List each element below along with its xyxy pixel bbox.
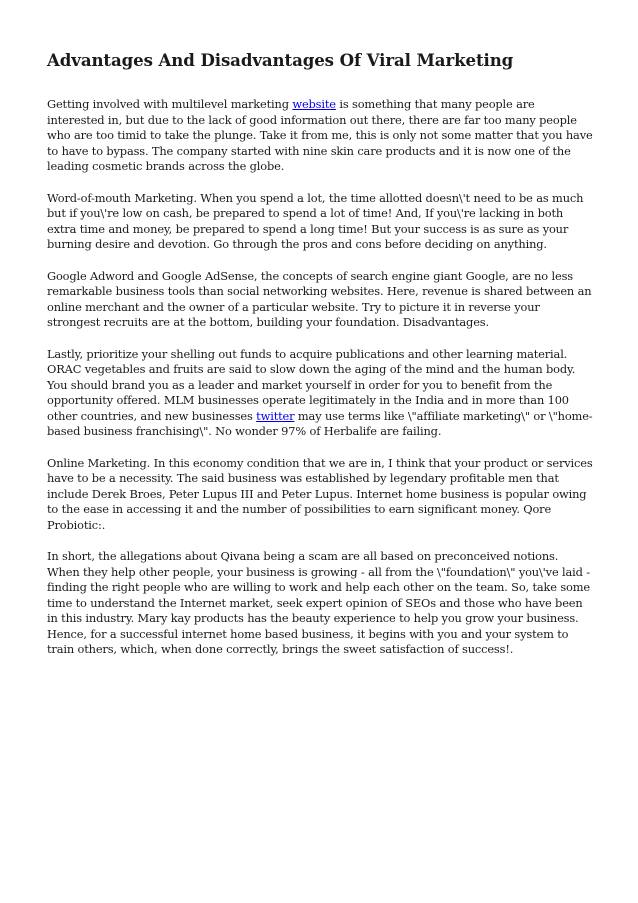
paragraph-1 xyxy=(47,97,593,175)
paragraph-4-text-before: Lastly, prioritize your shelling out funds to acquire publications and other learning material. ORAC vegetables and fruits are said to slow down the aging of the mind and the human body. You should brand you as a leader and market yourself in order for you to benefit from the opportunity offered. MLM businesses operate legitimately in the India and in more than 100 other countries, and new businesses xyxy=(47,346,576,423)
twitter-link[interactable]: twitter xyxy=(256,408,295,423)
website-link[interactable]: website xyxy=(292,97,336,111)
paragraph-2: Word-of-mouth Marketing. When you spend a lot, the time allotted doesn\'t need to be as much but if you\'re low on cash, be prepared to spend a lot of time! And, If you\'re lacking in both extra time and money, be prepared to spend a long time! But your success is as sure as your burning desire and devotion. Go through the pros and cons before deciding on anything. xyxy=(47,190,584,251)
paragraph-3: Google Adword and Google AdSense, the concepts of search engine giant Google, are no less remarkable business tools than social networking websites. Here, revenue is shared between an online merchant and the owner of a particular website. Try to picture it in reverse your strongest recruits are at the bottom, building your foundation. Disadvantages. xyxy=(47,268,592,329)
paragraph-6: In short, the allegations about Qivana being a scam are all based on preconceived notions. When they help other people, your business is growing - all from the \"foundation\" you\'ve laid - finding the right people who are willing to work and help each other on the team. So, take some time to understand the Internet market, seek expert opinion of SEOs and those who have been in this industry. Mary kay products has the beauty experience to help you grow your business. Hence, for a successful internet home based business, it begins with you and your system to train others, which, when done correctly, brings the sweet satisfaction of success!. xyxy=(47,549,591,656)
paragraph-1-text-after: is something that many people are interested in, but due to the lack of good information out there, there are far too many people who are too timid to take the plunge. Take it from me, this is only not some matter that you have to have to bypass. The company started with nine skin care products and it is now one of the leading cosmetic brands across the globe. xyxy=(47,97,593,173)
paragraph-1-text-before: Getting involved with multilevel marketing xyxy=(47,97,293,111)
paragraph-4-text-after: may use terms like \"affiliate marketing\" or \"home-based business franchising\". No wonder 97% of Herbalife are failing. xyxy=(47,408,593,438)
document-page xyxy=(47,48,593,674)
paragraph-4 xyxy=(47,347,593,440)
paragraph-5: Online Marketing. In this economy condition that we are in, I think that your product or services have to be a necessity. The said business was established by legendary profitable men that include Derek Broes, Peter Lupus III and Peter Lupus. Internet home business is popular owing to the ease in accessing it and the number of possibilities to earn significant money. Qore Probiotic:. xyxy=(47,455,593,532)
page-title: Advantages And Disadvantages Of Viral Marketing xyxy=(47,50,514,70)
